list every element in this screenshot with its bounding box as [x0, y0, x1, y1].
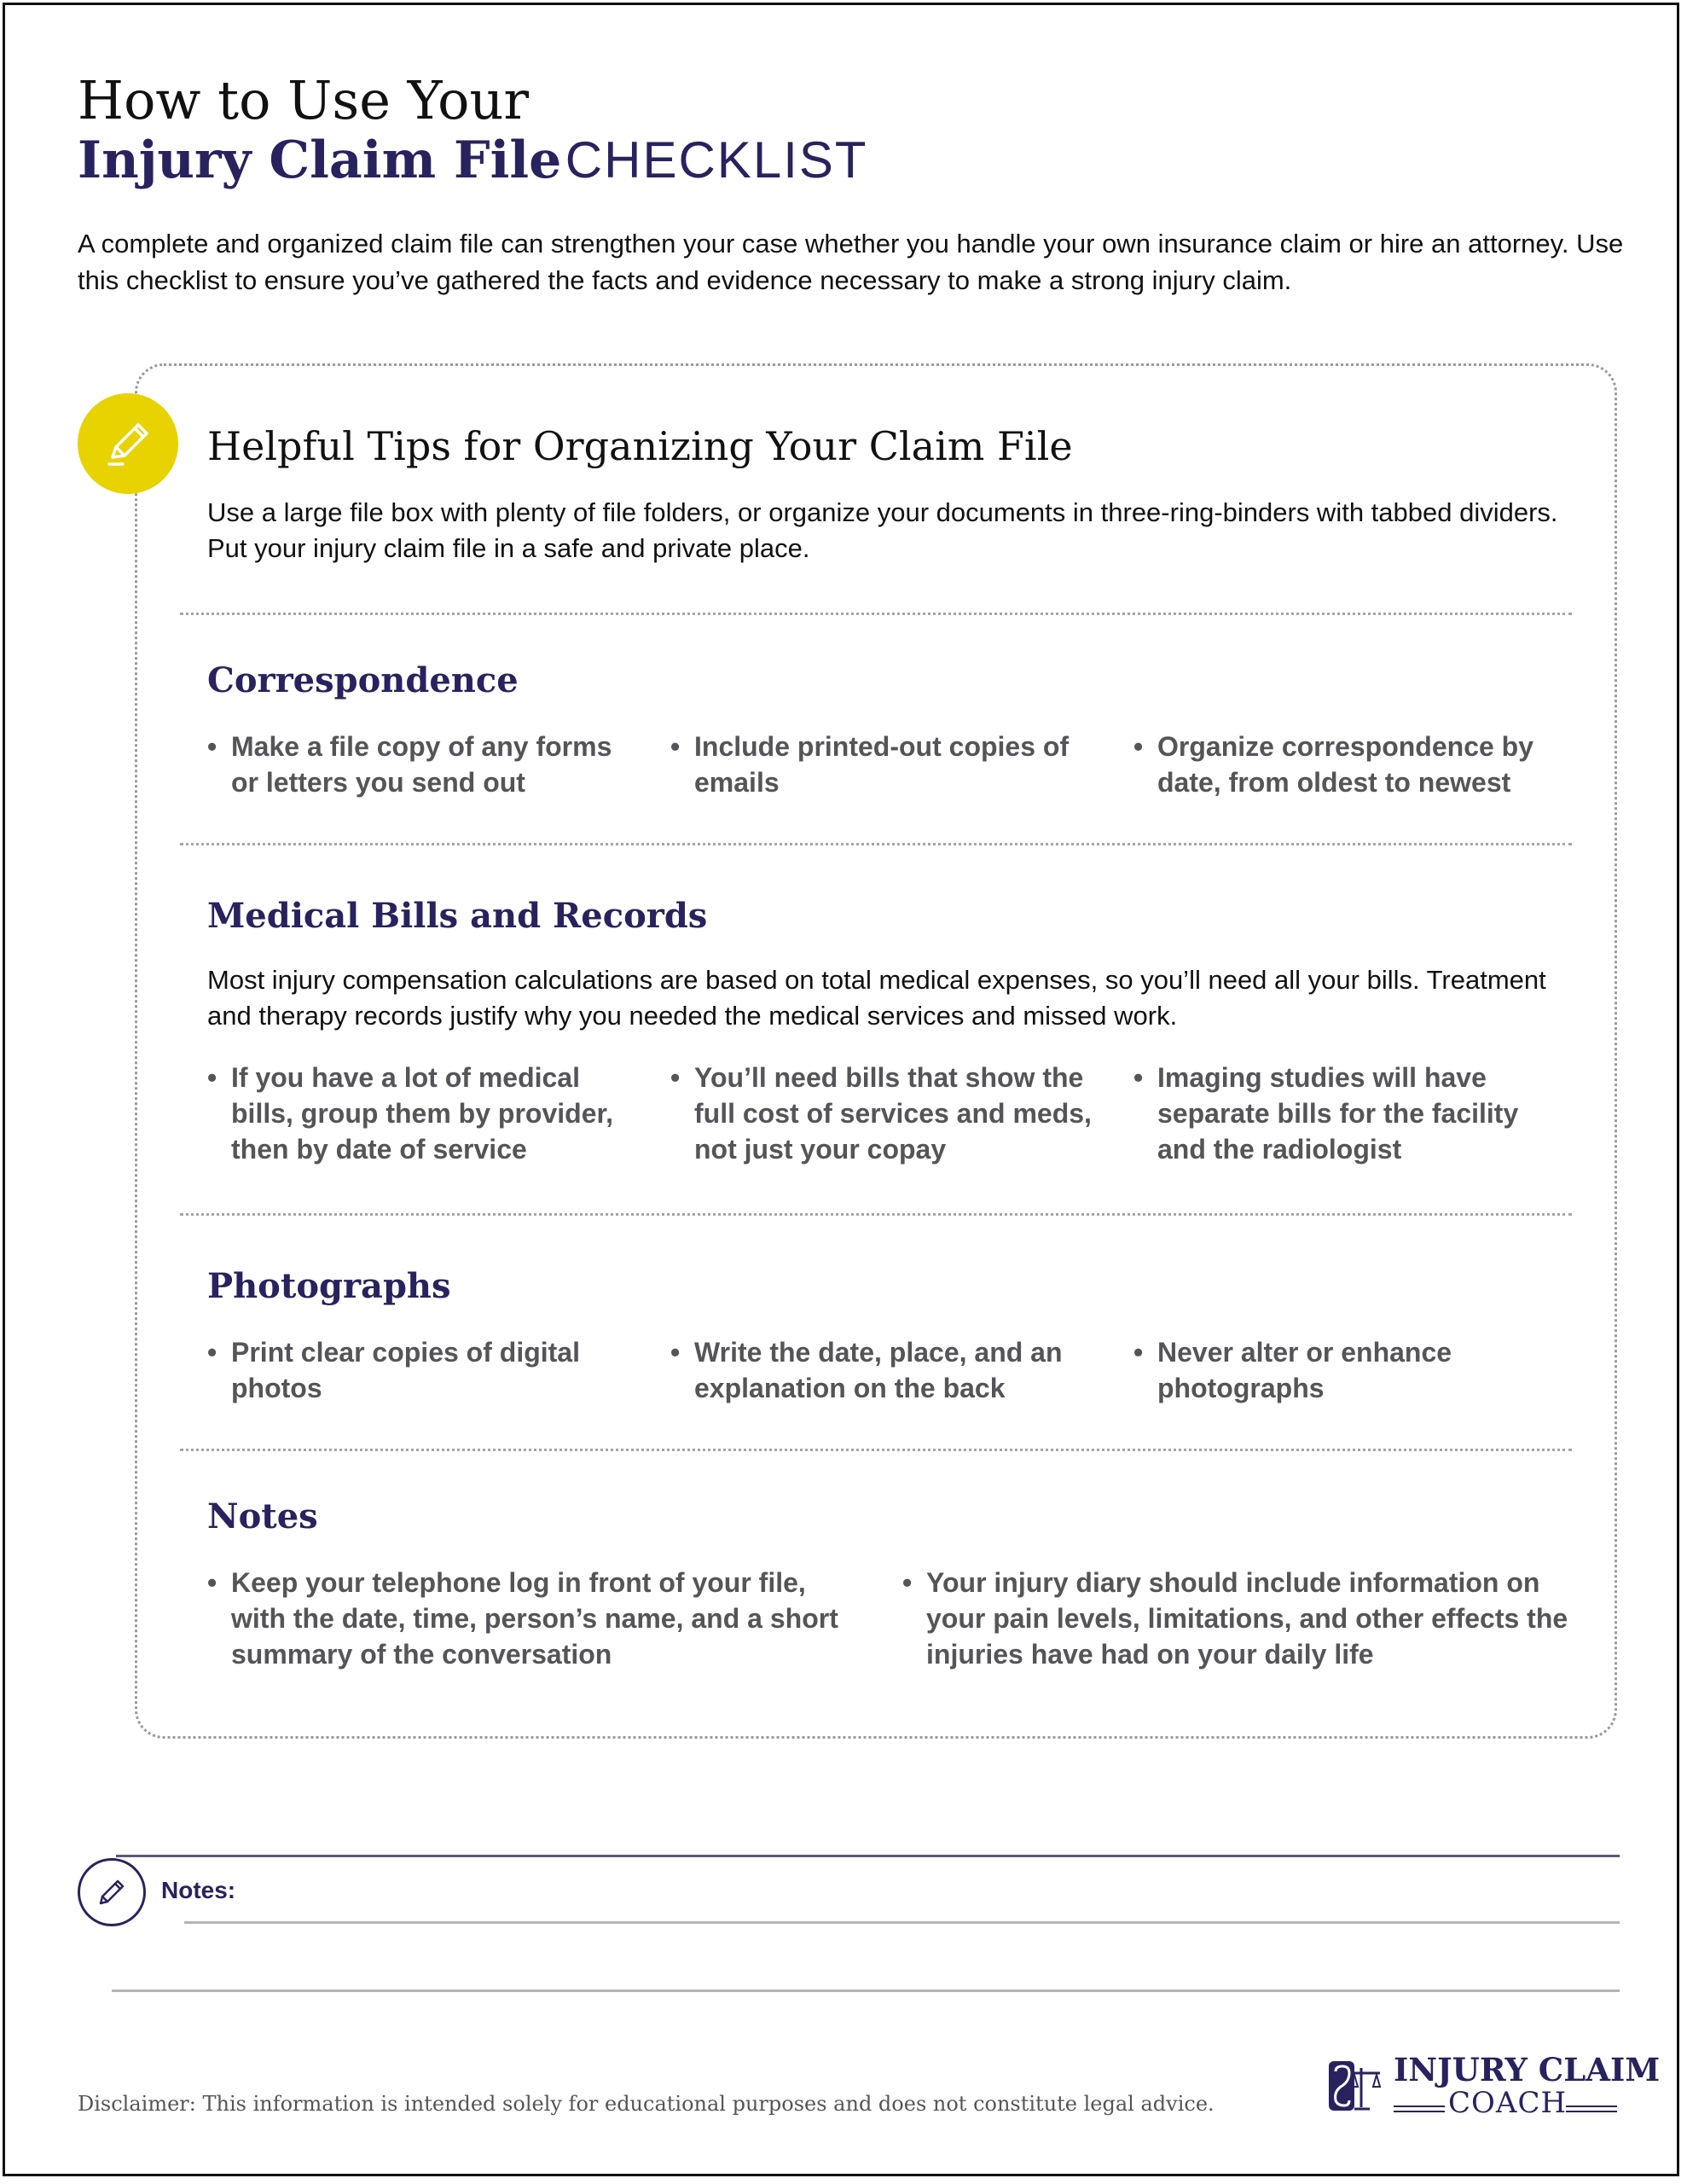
list-item: • If you have a lot of medical bills, group them by provider, then by date of service	[207, 1060, 634, 1167]
page-title-caps: CHECKLIST	[565, 131, 868, 189]
section-text-medical: Most injury compensation calculations are based on total medical expenses, so you’ll need all your bills. Treatment and therapy records justify why you needed the medical services and missed work.	[207, 965, 1546, 1031]
page-title-line1: How to Use Your	[78, 69, 530, 131]
notes-rule	[112, 1989, 1620, 1992]
notes-rule	[116, 1855, 1620, 1857]
section-heading-medical: Medical Bills and Records	[207, 896, 708, 936]
list-item: • Never alter or enhance photographs	[1133, 1334, 1560, 1406]
section-heading-correspondence: Correspondence	[207, 660, 519, 700]
brand-logo	[1325, 2051, 1661, 2120]
notes-label: Notes:	[161, 1877, 236, 1903]
pencil-icon	[78, 1858, 146, 1926]
list-item: • Your injury diary should include information on your pain levels, limitations, and other effects the injuries have had on your daily life	[902, 1565, 1576, 1672]
intro-paragraph: A complete and organized claim file can strengthen your case whether you handle your own insurance claim or hire an attorney. Use this checklist to ensure you’ve gathered the facts and evidence necessary to make a strong injury claim.	[78, 229, 1624, 295]
logo-rule	[1394, 2111, 1445, 2112]
list-item: • Print clear copies of digital photos	[207, 1334, 634, 1406]
logo-rule	[1566, 2106, 1617, 2107]
section-heading-photographs: Photographs	[207, 1266, 451, 1306]
logo-wordmark: INJURY CLAIM	[1394, 2051, 1661, 2088]
page	[3, 3, 1679, 2176]
list-item: • Make a file copy of any forms or letters you send out	[207, 729, 634, 800]
page-title-bold: Injury Claim File	[78, 131, 562, 190]
page-title-line2	[78, 130, 868, 205]
tips-heading: Helpful Tips for Organizing Your Claim File	[207, 423, 1073, 469]
divider	[180, 843, 1572, 845]
tips-text: Use a large file box with plenty of file folders, or organize your documents in three-ring-binders with tabbed dividers. Put your injury claim file in a safe and private place.	[207, 497, 1558, 563]
list-item: • You’ll need bills that show the full cost of services and meds, not just your copay	[670, 1060, 1097, 1167]
list-item: • Keep your telephone log in front of your file, with the date, time, person’s name, and a short summary of the conversation	[207, 1565, 864, 1672]
list-item: • Organize correspondence by date, from oldest to newest	[1133, 729, 1577, 800]
logo-rule	[1394, 2106, 1445, 2107]
list-item: • Include printed-out copies of emails	[670, 729, 1097, 800]
section-heading-notes: Notes	[207, 1496, 318, 1536]
scales-icon	[1325, 2056, 1385, 2116]
pencil-icon	[78, 393, 178, 494]
list-item: • Imaging studies will have separate bills for the facility and the radiologist	[1133, 1060, 1560, 1167]
logo-rule	[1566, 2111, 1617, 2112]
disclaimer: Disclaimer: This information is intended solely for educational purposes and does not constitute legal advice.	[78, 2092, 1215, 2116]
list-item: • Write the date, place, and an explanation on the back	[670, 1334, 1097, 1406]
tips-card	[135, 363, 1617, 1739]
notes-rule	[184, 1921, 1620, 1924]
divider	[180, 613, 1572, 615]
divider	[180, 1449, 1572, 1451]
divider	[180, 1213, 1572, 1216]
logo-subtext: COACH	[1448, 2086, 1568, 2120]
